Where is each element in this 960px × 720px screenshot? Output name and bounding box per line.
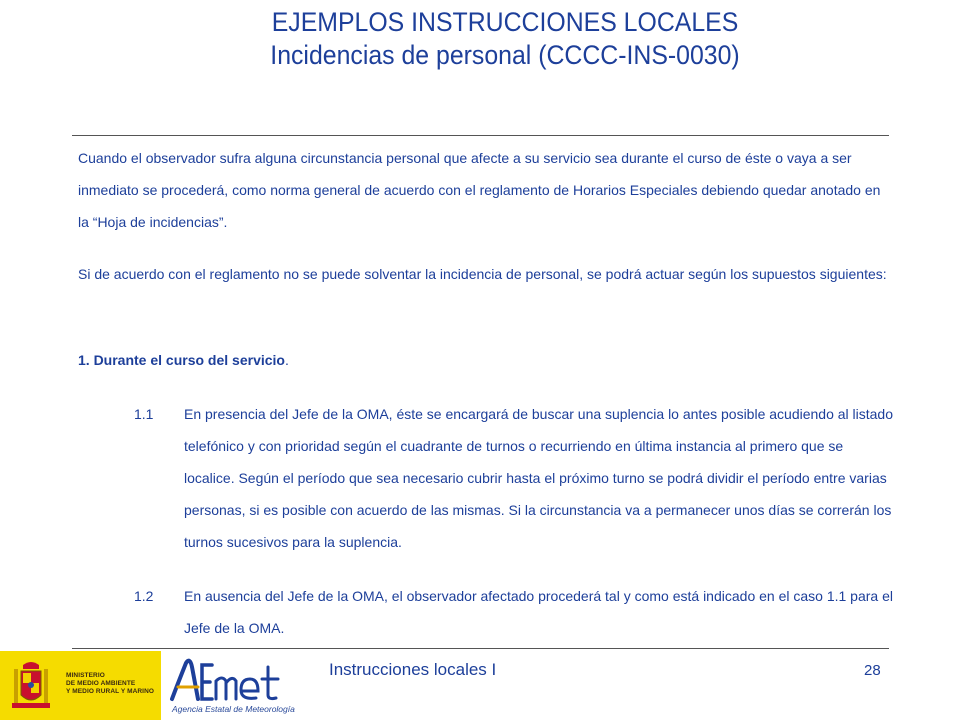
ministry-line: Y MEDIO RURAL Y MARINO xyxy=(66,688,155,695)
section-heading xyxy=(78,344,888,376)
title-line-2: Incidencias de personal (CCCC-INS-0030) xyxy=(270,40,740,70)
list-item xyxy=(134,580,894,644)
list-item-text: En presencia del Jefe de la OMA, éste se encargará de buscar una suplencia lo antes posible acudiendo al listado telefónico y con prioridad según el cuadrante de turnos o recurriendo en última instancia al primero que se localice. Según el período que sea necesario cubrir hasta el próximo turno se podrá dividir el período entre varias personas, si es posible con acuerdo de las mismas. Si la circunstancia va a permanecer unos días se correrán los turnos sucesivos para la suplencia. xyxy=(184,406,894,550)
page-number: 28 xyxy=(864,662,881,679)
section-heading-text: 1. Durante el curso del servicio xyxy=(78,352,285,368)
list-item-number: 1.1 xyxy=(134,406,154,422)
slide-title xyxy=(40,6,960,72)
ministry-line: MINISTERIO xyxy=(66,672,105,679)
list-item-text: En ausencia del Jefe de la OMA, el observador afectado procederá tal y como está indicado en el caso 1.1 para el Jefe de la OMA. xyxy=(184,588,893,636)
list-item xyxy=(134,398,894,558)
top-divider xyxy=(72,135,889,136)
footer-label: Instrucciones locales I xyxy=(329,660,497,679)
ministry-line: DE MEDIO AMBIENTE xyxy=(66,680,136,687)
ministry-name xyxy=(66,672,154,696)
conditions-paragraph: Si de acuerdo con el reglamento no se puede solventar la incidencia de personal, se podrá actuar según los supuestos siguientes: xyxy=(78,266,887,282)
title-line-1: EJEMPLOS INSTRUCCIONES LOCALES xyxy=(271,7,739,37)
intro-paragraph: Cuando el observador sufra alguna circunstancia personal que afecte a su servicio sea durante el curso de éste o vaya a ser inmediato se procederá, como norma general de acuerdo con el reglamento de Horarios Especiales debiendo quedar anotado en la “Hoja de incidencias”. xyxy=(78,150,881,230)
bottom-divider xyxy=(72,648,889,649)
ministry-logo xyxy=(0,651,161,720)
section-heading-punct: . xyxy=(284,352,289,368)
aemet-subtitle: Agencia Estatal de Meteorología xyxy=(172,704,295,714)
list-item-number: 1.2 xyxy=(134,588,154,604)
coat-of-arms-icon xyxy=(10,659,52,713)
